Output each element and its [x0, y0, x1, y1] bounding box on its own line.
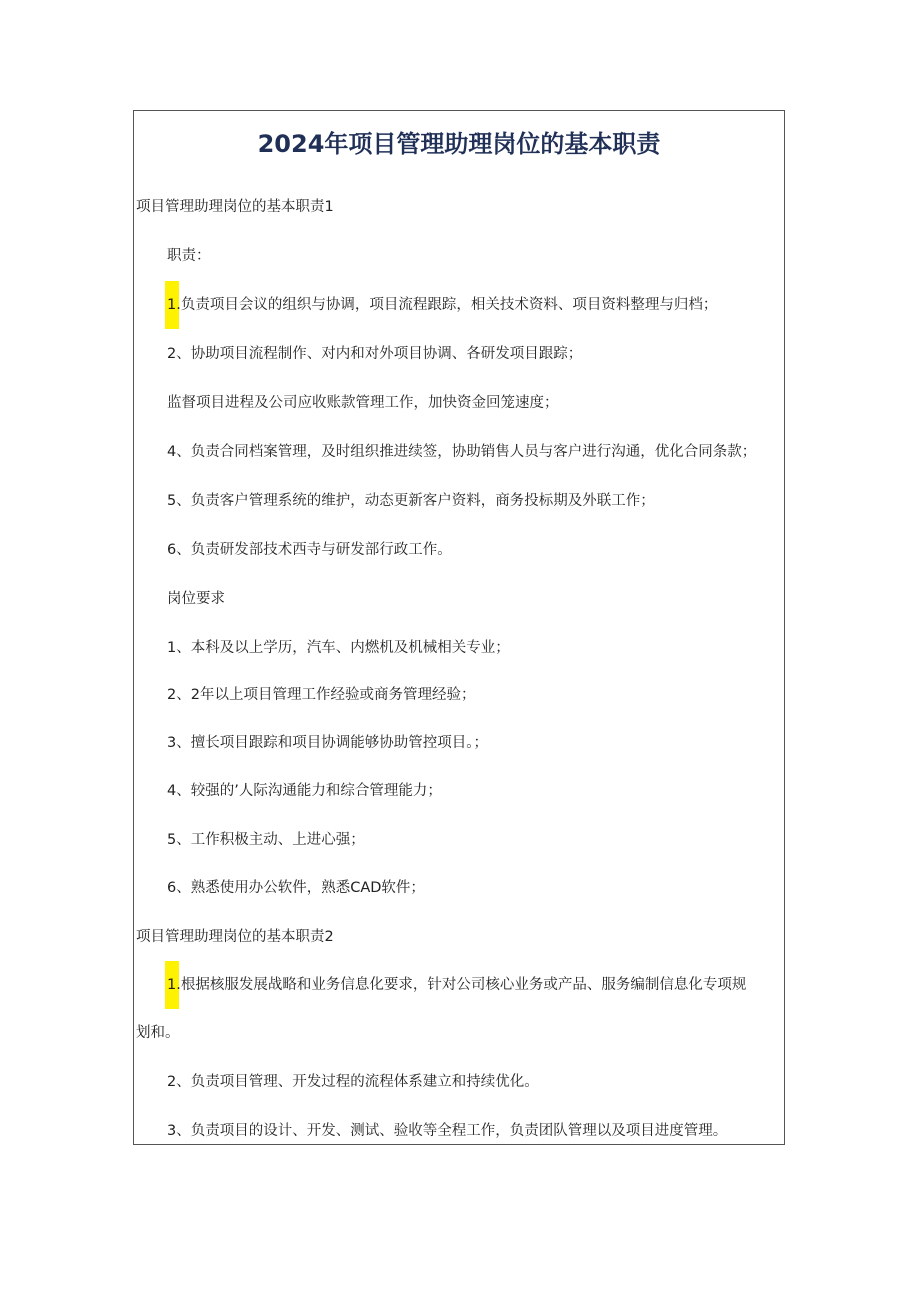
section2-heading: 项目管理助理岗位的基本职责2 [136, 929, 334, 945]
section2-item-1-continued: 划和。 [136, 1025, 180, 1041]
duty-item-6: 6、负责研发部技术西寺与研发部行政工作。 [167, 542, 452, 558]
section2-item-1 [167, 976, 746, 994]
requirement-item-3: 3、擅长项目跟踪和项目协调能够协助管控项目。； [167, 735, 488, 751]
duty-item-5: 5、负责客户管理系统的维护，动态更新客户资料，商务投标期及外联工作； [167, 493, 655, 509]
requirement-item-4: 4、较强的’人际沟通能力和综合管理能力； [167, 783, 442, 799]
document-title: 2024年项目管理助理岗位的基本职责 [257, 130, 661, 158]
requirement-item-2: 2、2年以上项目管理工作经验或商务管理经验； [167, 687, 476, 703]
section2-item-1-text: 根据核服发展战略和业务信息化要求，针对公司核心业务或产品、服务编制信息化专项规 [180, 977, 747, 993]
duty-item-2: 2、协助项目流程制作、对内和对外项目协调、各研发项目跟踪； [167, 346, 583, 362]
duty-item-1-text: 负责项目会议的组织与协调，项目流程跟踪，相关技术资料、项目资料整理与归档； [180, 297, 718, 313]
section2-item-3: 3、负责项目的设计、开发、测试、验收等全程工作，负责团队管理以及项目进度管理。 [167, 1123, 728, 1139]
highlight-marker: 1. [167, 977, 181, 993]
duties-label: 职责： [167, 248, 211, 264]
section1-heading: 项目管理助理岗位的基本职责1 [136, 199, 334, 215]
requirement-item-1: 1、本科及以上学历，汽车、内燃机及机械相关专业； [167, 640, 510, 656]
document-page [133, 110, 785, 1145]
highlight-marker: 1. [167, 297, 181, 313]
requirement-item-6: 6、熟悉使用办公软件，熟悉CAD软件； [167, 880, 425, 896]
requirement-item-5: 5、工作积极主动、上进心强； [167, 832, 365, 848]
section2-item-2: 2、负责项目管理、开发过程的流程体系建立和持续优化。 [167, 1074, 539, 1090]
duty-item-3: 监督项目进程及公司应收账款管理工作，加快资金回笼速度； [167, 395, 559, 411]
requirements-label: 岗位要求 [167, 591, 225, 607]
duty-item-4: 4、负责合同档案管理，及时组织推进续签，协助销售人员与客户进行沟通，优化合同条款； [167, 444, 757, 460]
duty-item-1 [167, 296, 717, 314]
